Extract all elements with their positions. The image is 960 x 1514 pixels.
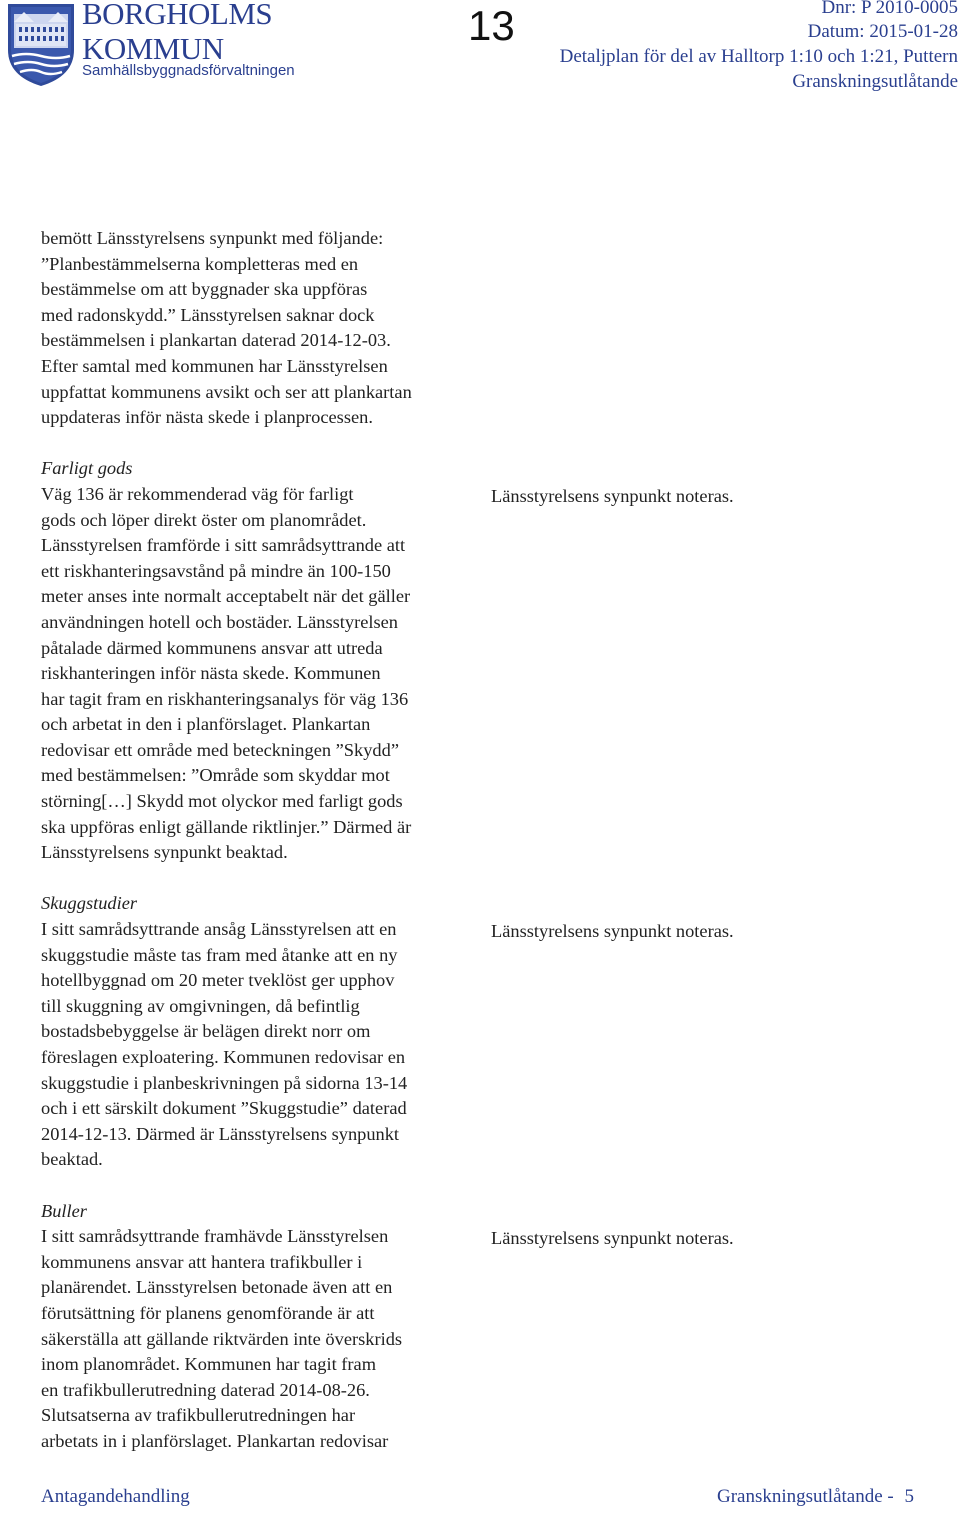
text-line: skuggstudie i planbeskrivningen på sidorna 13-14 xyxy=(41,1072,408,1093)
text-line: ett riskhanteringsavstånd på mindre än 100-150 xyxy=(41,560,391,581)
remark-farligt-gods: Länsstyrelsens synpunkt noteras. xyxy=(491,486,734,506)
text-line: bestämmelsen i plankartan daterad 2014-12-03. xyxy=(41,330,391,351)
page-marker: 13 xyxy=(468,2,515,49)
text-line: bemött Länsstyrelsens synpunkt med följande: xyxy=(41,228,384,248)
text-line: hotellbyggnad om 20 meter tveklöst ger upphov xyxy=(41,970,395,991)
text-line: och arbetat in den i planförslaget. Plankartan xyxy=(41,714,371,735)
text-line: ska uppföras enligt gällande riktlinjer.” Därmed är xyxy=(41,816,412,837)
text-line: planärendet. Länsstyrelsen betonade även att en xyxy=(41,1277,393,1298)
text-line: med radonskydd.” Länsstyrelsen saknar dock xyxy=(41,304,375,325)
text-line: har tagit fram en riskhanteringsanalys för väg 136 xyxy=(41,688,409,709)
text-line: föreslagen exploatering. Kommunen redovisar en xyxy=(41,1047,406,1067)
text-line: och i ett särskilt dokument ”Skuggstudie” daterad xyxy=(41,1098,407,1119)
text-line: bestämmelse om att byggnader ska uppföras xyxy=(41,279,368,300)
text-line: bostadsbebyggelse är belägen direkt norr om xyxy=(41,1021,371,1042)
page-header xyxy=(0,0,960,100)
text-line: med bestämmelsen: ”Område som skyddar mot xyxy=(41,765,390,786)
text-line: redovisar ett område med beteckningen ”Skydd” xyxy=(41,739,399,760)
borgholm-coat-of-arms-icon xyxy=(4,2,78,88)
remark-skuggstudier: Länsstyrelsens synpunkt noteras. xyxy=(491,921,734,941)
text-line: uppfattat kommunens avsikt och ser att plankartan xyxy=(41,381,412,402)
section-spacer xyxy=(41,431,471,457)
text-line: beaktad. xyxy=(41,1149,103,1170)
text-line: påtalade därmed kommunens ansvar att utreda xyxy=(41,637,383,658)
text-line: säkerställa att gällande riktvärden inte överskrids xyxy=(41,1328,403,1349)
document-type: Granskningsutlåtande xyxy=(792,71,958,92)
text-line: störning[…] Skydd mot olyckor med farligt gods xyxy=(41,791,403,812)
org-name-line1: BORGHOLMS xyxy=(82,0,273,31)
text-line: Länsstyrelsen framförde i sitt samrådsyttrande att xyxy=(41,535,406,556)
section-spacer xyxy=(41,1173,471,1199)
document-title: Detaljplan för del av Halltorp 1:10 och 1:21, Puttern xyxy=(559,46,958,67)
text-line: Väg 136 är rekommenderad väg för farligt xyxy=(41,483,354,504)
text-line: skuggstudie måste tas fram med åtanke att en ny xyxy=(41,944,398,965)
org-name-line2: KOMMUN xyxy=(82,31,224,66)
footer-page-number: 5 xyxy=(904,1486,914,1507)
footer-doc-type: Granskningsutlåtande - xyxy=(716,1486,894,1507)
text-line: förutsättning för planens genomförande är att xyxy=(41,1302,375,1323)
section-heading: Farligt gods xyxy=(41,458,133,479)
text-line: inom planområdet. Kommunen har tagit fram xyxy=(41,1354,377,1375)
text-line: riskhanteringen inför nästa skede. Kommunen xyxy=(41,663,381,684)
text-line: meter anses inte normalt acceptabelt när det gäller xyxy=(41,586,411,607)
farligt-gods-section xyxy=(41,456,471,866)
text-line: Länsstyrelsens synpunkt beaktad. xyxy=(41,842,288,863)
text-line: I sitt samrådsyttrande ansåg Länsstyrelsen att en xyxy=(41,919,397,940)
text-line: gods och löper direkt öster om planområdet. xyxy=(41,509,367,530)
footer-status: Antagandehandling xyxy=(41,1486,190,1507)
text-line: ”Planbestämmelserna kompletteras med en xyxy=(41,253,359,274)
text-line: uppdateras inför nästa skede i planprocessen. xyxy=(41,407,373,428)
skuggstudier-section xyxy=(41,891,471,1173)
remark-buller: Länsstyrelsens synpunkt noteras. xyxy=(491,1228,734,1248)
section-heading: Buller xyxy=(41,1200,87,1221)
text-line: 2014-12-13. Därmed är Länsstyrelsens synpunkt xyxy=(41,1123,400,1144)
text-line: arbetats in i planförslaget. Plankartan redovisar xyxy=(41,1430,389,1451)
text-line: kommunens ansvar att hantera trafikbuller i xyxy=(41,1251,363,1272)
document-date: Datum: 2015-01-28 xyxy=(807,21,958,42)
main-text-column xyxy=(41,226,471,1455)
section-heading: Skuggstudier xyxy=(41,893,138,914)
intro-section xyxy=(41,226,471,431)
buller-section xyxy=(41,1199,471,1455)
text-line: till skuggning av omgivningen, då befintlig xyxy=(41,995,360,1016)
document-number: Dnr: P 2010-0005 xyxy=(821,0,958,18)
section-spacer xyxy=(41,866,471,892)
text-line: Efter samtal med kommunen har Länsstyrelsen xyxy=(41,355,388,376)
text-line: en trafikbullerutredning daterad 2014-08-26. xyxy=(41,1379,370,1400)
text-line: Slutsatserna av trafikbullerutredningen har xyxy=(41,1405,356,1426)
department-name: Samhällsbyggnadsförvaltningen xyxy=(82,62,295,79)
text-line: I sitt samrådsyttrande framhävde Länsstyrelsen xyxy=(41,1226,389,1247)
text-line: användningen hotell och bostäder. Länsstyrelsen xyxy=(41,611,398,632)
footer-page-label xyxy=(717,1486,914,1508)
